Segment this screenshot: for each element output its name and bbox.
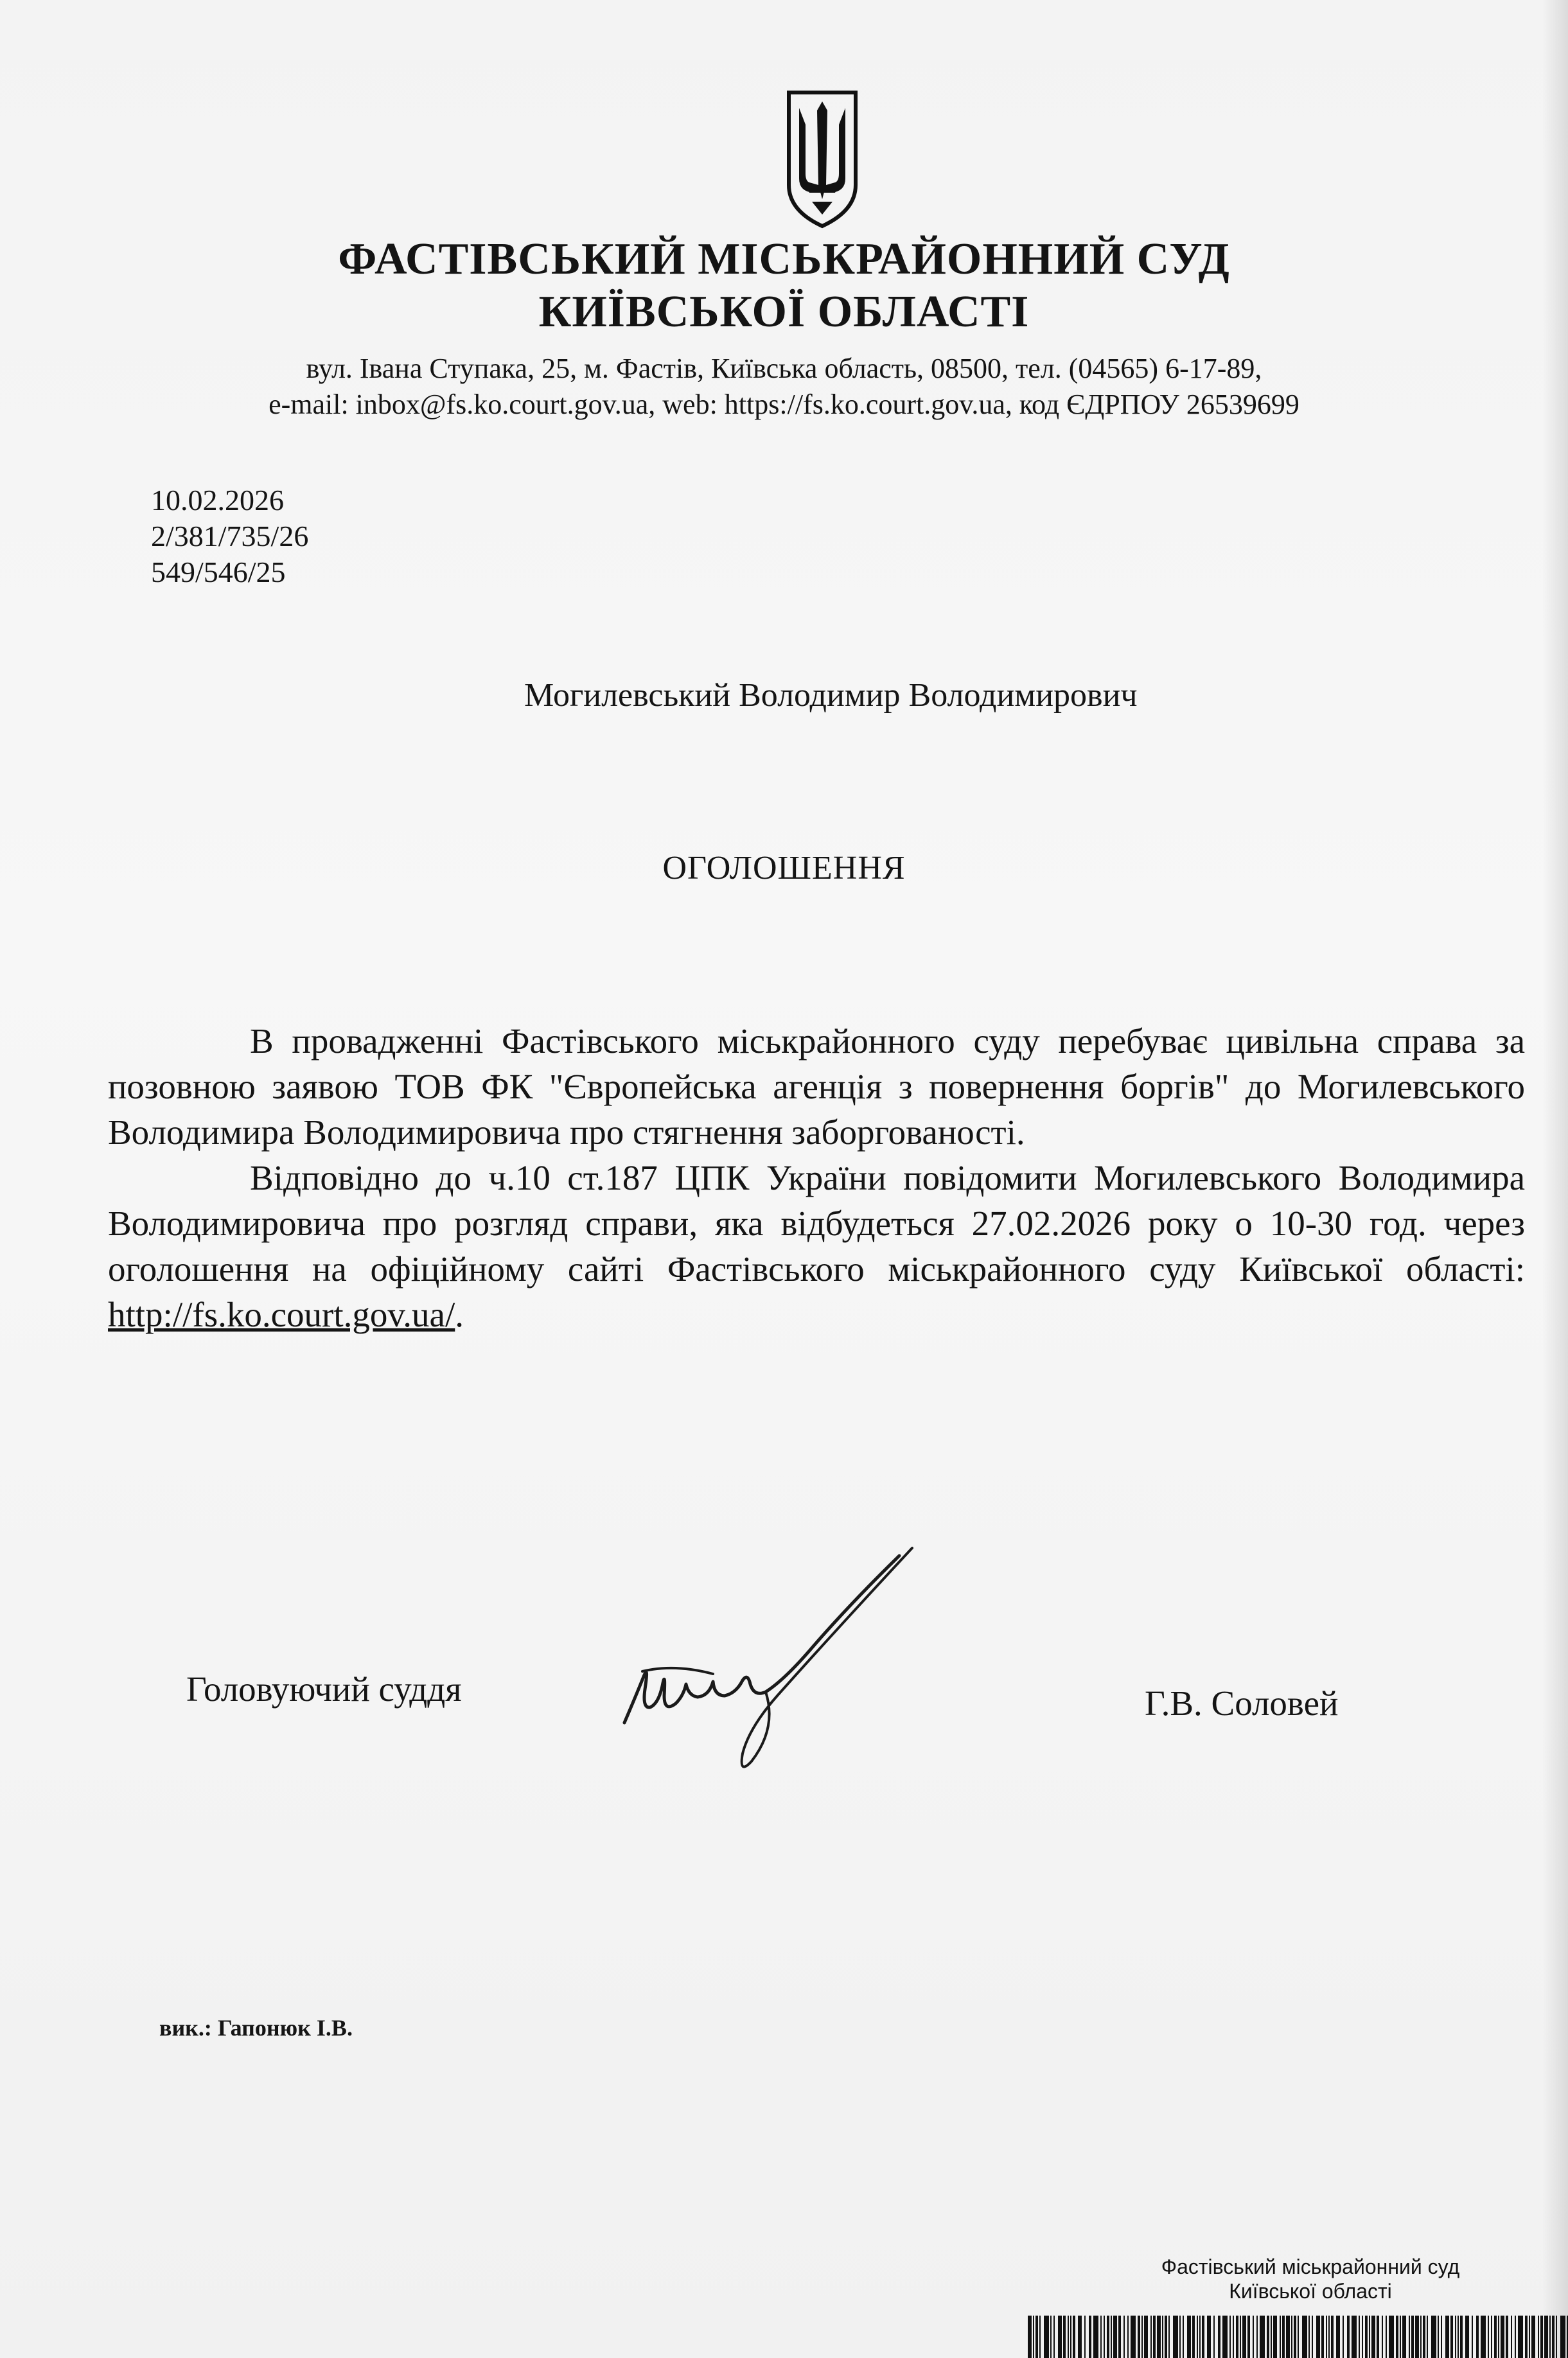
barcode-bar <box>1560 2316 1565 2358</box>
barcode-bar <box>1445 2316 1449 2358</box>
barcode-bar <box>1362 2316 1363 2358</box>
barcode-bar <box>1359 2316 1360 2358</box>
barcode-bar <box>1465 2316 1469 2358</box>
barcode-bar <box>1035 2316 1038 2358</box>
barcode-bar <box>1271 2316 1272 2358</box>
barcode-bar <box>1039 2316 1041 2358</box>
barcode-bar <box>1131 2316 1136 2358</box>
barcode-bar <box>1515 2316 1516 2358</box>
barcode-bar <box>1420 2316 1422 2358</box>
barcode-bar <box>1286 2316 1290 2358</box>
barcode-bar <box>1431 2316 1436 2358</box>
barcode-bar <box>1538 2316 1539 2358</box>
barcode-bar <box>1113 2316 1117 2358</box>
barcode-bar <box>1218 2316 1220 2358</box>
barcode-bar <box>1033 2316 1034 2358</box>
barcode-bar <box>1093 2316 1098 2358</box>
barcode-bar <box>1100 2316 1102 2358</box>
court-contacts: e-mail: inbox@fs.ko.court.gov.ua, web: https://fs.ko.court.gov.ua, код ЄДРПОУ 26539699 <box>269 389 1299 420</box>
barcode-bar <box>1491 2316 1492 2358</box>
barcode-bar <box>1192 2316 1195 2358</box>
barcode-bar <box>1525 2316 1528 2358</box>
trident-coat-of-arms-icon <box>784 89 861 230</box>
barcode-bar <box>1127 2316 1129 2358</box>
barcode-bar <box>1326 2316 1327 2358</box>
barcode-bar <box>1229 2316 1231 2358</box>
barcode-bar <box>1240 2316 1241 2358</box>
barcode-bar <box>1321 2316 1324 2358</box>
barcode-bar <box>1472 2316 1473 2358</box>
barcode-bar <box>1063 2316 1066 2358</box>
barcode-bar <box>1222 2316 1228 2358</box>
barcode-bar <box>1028 2316 1032 2358</box>
barcode-bar <box>1352 2316 1357 2358</box>
court-name-line2: КИЇВСЬКОЇ ОБЛАСТІ <box>538 287 1030 337</box>
barcode-bar <box>1386 2316 1387 2358</box>
barcode-bar <box>1531 2316 1535 2358</box>
barcode-bar <box>1111 2316 1112 2358</box>
barcode-bar <box>1078 2316 1082 2358</box>
barcode-bar <box>1458 2316 1459 2358</box>
barcode-bar <box>1273 2316 1277 2358</box>
barcode-bar <box>1544 2316 1548 2358</box>
barcode-bar <box>1518 2316 1523 2358</box>
barcode-bar <box>1213 2316 1215 2358</box>
barcode-bar <box>1476 2316 1479 2358</box>
barcode-bar <box>1242 2316 1246 2358</box>
barcode-bar <box>1343 2316 1344 2358</box>
barcode-bar <box>1411 2316 1414 2358</box>
barcode-bar <box>1233 2316 1234 2358</box>
barcode-bar <box>1197 2316 1198 2358</box>
barcode-bar <box>1141 2316 1143 2358</box>
barcode-bar <box>1540 2316 1543 2358</box>
barcode-bar <box>1138 2316 1140 2358</box>
barcode-bar <box>1409 2316 1410 2358</box>
barcode-bar <box>1556 2316 1557 2358</box>
barcode-icon <box>1028 2316 1568 2358</box>
barcode-bar <box>1294 2316 1296 2358</box>
barcode-bar <box>1050 2316 1052 2358</box>
barcode-bar <box>1328 2316 1330 2358</box>
barcode-bar <box>1336 2316 1340 2358</box>
barcode-bar <box>1179 2316 1181 2358</box>
barcode-bar <box>1552 2316 1555 2358</box>
barcode-bar <box>1044 2316 1049 2358</box>
stamp-line2: Київської області <box>1229 2280 1392 2303</box>
judge-name: Г.В. Соловей <box>1145 1684 1339 1723</box>
barcode-bar <box>1498 2316 1499 2358</box>
barcode-bar <box>1168 2316 1170 2358</box>
barcode-bar <box>1157 2316 1161 2358</box>
body-paragraph-1: В провадженні Фастівського міськрайонного суду перебуває цивільна справа за позовною заявою ТОВ ФК "Європейська агенція з повернення боргів" до Могилевського Володимира Володимировича про стягнення заборгованості. <box>108 1021 1525 1152</box>
barcode-bar <box>1282 2316 1285 2358</box>
barcode-bar <box>1298 2316 1299 2358</box>
barcode-bar <box>1187 2316 1191 2358</box>
barcode-bar <box>1316 2316 1320 2358</box>
letter-date: 10.02.2026 <box>151 484 284 516</box>
barcode-bar <box>1153 2316 1156 2358</box>
barcode-bar <box>1400 2316 1401 2358</box>
barcode-bar <box>1312 2316 1313 2358</box>
barcode-bar <box>1107 2316 1109 2358</box>
judge-position: Головуючий суддя <box>186 1669 462 1709</box>
barcode-bar <box>1441 2316 1442 2358</box>
barcode-bar <box>1253 2316 1254 2358</box>
barcode-bar <box>1438 2316 1439 2358</box>
barcode-bar <box>1501 2316 1504 2358</box>
barcode-bar <box>1291 2316 1292 2358</box>
barcode-bar <box>1415 2316 1419 2358</box>
announcement-heading: ОГОЛОШЕННЯ <box>662 850 906 886</box>
barcode-bar <box>1280 2316 1281 2358</box>
barcode-bar <box>1302 2316 1307 2358</box>
barcode-bar <box>1371 2316 1375 2358</box>
barcode-bar <box>1165 2316 1167 2358</box>
barcode-bar <box>1427 2316 1428 2358</box>
stamp-line1: Фастівський міськрайонний суд <box>1161 2255 1460 2278</box>
barcode-bar <box>1207 2316 1211 2358</box>
barcode-bar <box>1423 2316 1425 2358</box>
barcode-bar <box>1068 2316 1069 2358</box>
barcode-bar <box>1402 2316 1406 2358</box>
barcode-bar <box>1199 2316 1201 2358</box>
barcode-bar <box>1377 2316 1379 2358</box>
body-paragraph-2-text: Відповідно до ч.10 ст.187 ЦПК України повідомити Могилевського Володимира Володимировича про розгляд справи, яка відбудеться 27.02.2026 року о 10-30 год. через оголошення на офіційному сайті Фастівського міськрайонного суду Київської області: <box>108 1158 1525 1289</box>
barcode-bar <box>1308 2316 1310 2358</box>
barcode-bar <box>1529 2316 1530 2358</box>
barcode-bar <box>1506 2316 1508 2358</box>
barcode-bar <box>1256 2316 1258 2358</box>
barcode-bar <box>1488 2316 1489 2358</box>
barcode-bar <box>1162 2316 1163 2358</box>
body-paragraph-2-end: . <box>455 1295 464 1334</box>
barcode-bar <box>1183 2316 1184 2358</box>
barcode-bar <box>1481 2316 1486 2358</box>
barcode-bar <box>1494 2316 1497 2358</box>
court-stamp <box>1105 2255 1516 2303</box>
barcode-bar <box>1070 2316 1071 2358</box>
outgoing-number: 2/381/735/26 <box>151 520 309 552</box>
barcode-bar <box>1455 2316 1456 2358</box>
barcode-bar <box>1104 2316 1105 2358</box>
barcode-bar <box>1084 2316 1086 2358</box>
barcode-bar <box>1150 2316 1152 2358</box>
handwritten-signature-icon <box>617 1535 951 1779</box>
barcode-bar <box>1173 2316 1178 2358</box>
case-number: 549/546/25 <box>151 556 286 588</box>
barcode-bar <box>1089 2316 1091 2358</box>
barcode-bar <box>1396 2316 1398 2358</box>
barcode-bar <box>1260 2316 1265 2358</box>
barcode-bar <box>1511 2316 1512 2358</box>
recipient-name: Могилевський Володимир Володимирович <box>524 677 1138 714</box>
barcode-bar <box>1058 2316 1062 2358</box>
barcode-bar <box>1123 2316 1125 2358</box>
barcode-bar <box>1267 2316 1269 2358</box>
barcode-bar <box>1365 2316 1368 2358</box>
barcode-bar <box>1236 2316 1238 2358</box>
barcode-bar <box>1389 2316 1394 2358</box>
court-address: вул. Івана Ступака, 25, м. Фастів, Київська область, 08500, тел. (04565) 6-17-89, <box>306 353 1262 384</box>
barcode-bar <box>1202 2316 1204 2358</box>
barcode-bar <box>1118 2316 1121 2358</box>
barcode-bar <box>1460 2316 1463 2358</box>
barcode-bar <box>1331 2316 1334 2358</box>
barcode-bar <box>1369 2316 1370 2358</box>
body-paragraph-2 <box>108 1155 1525 1337</box>
court-name-line1: ФАСТІВСЬКИЙ МІСЬКРАЙОННИЙ СУД <box>338 234 1230 284</box>
court-website-link[interactable]: http://fs.ko.court.gov.ua/ <box>108 1295 455 1334</box>
barcode-bar <box>1247 2316 1250 2358</box>
barcode-bar <box>1382 2316 1383 2358</box>
barcode-bar <box>1549 2316 1551 2358</box>
barcode-bar <box>1144 2316 1148 2358</box>
barcode-bar <box>1073 2316 1075 2358</box>
barcode-bar <box>1053 2316 1055 2358</box>
barcode-bar <box>1450 2316 1453 2358</box>
executor-note: вик.: Гапонюк І.В. <box>159 2015 353 2041</box>
barcode-bar <box>1347 2316 1350 2358</box>
announcement-body <box>108 1018 1525 1337</box>
